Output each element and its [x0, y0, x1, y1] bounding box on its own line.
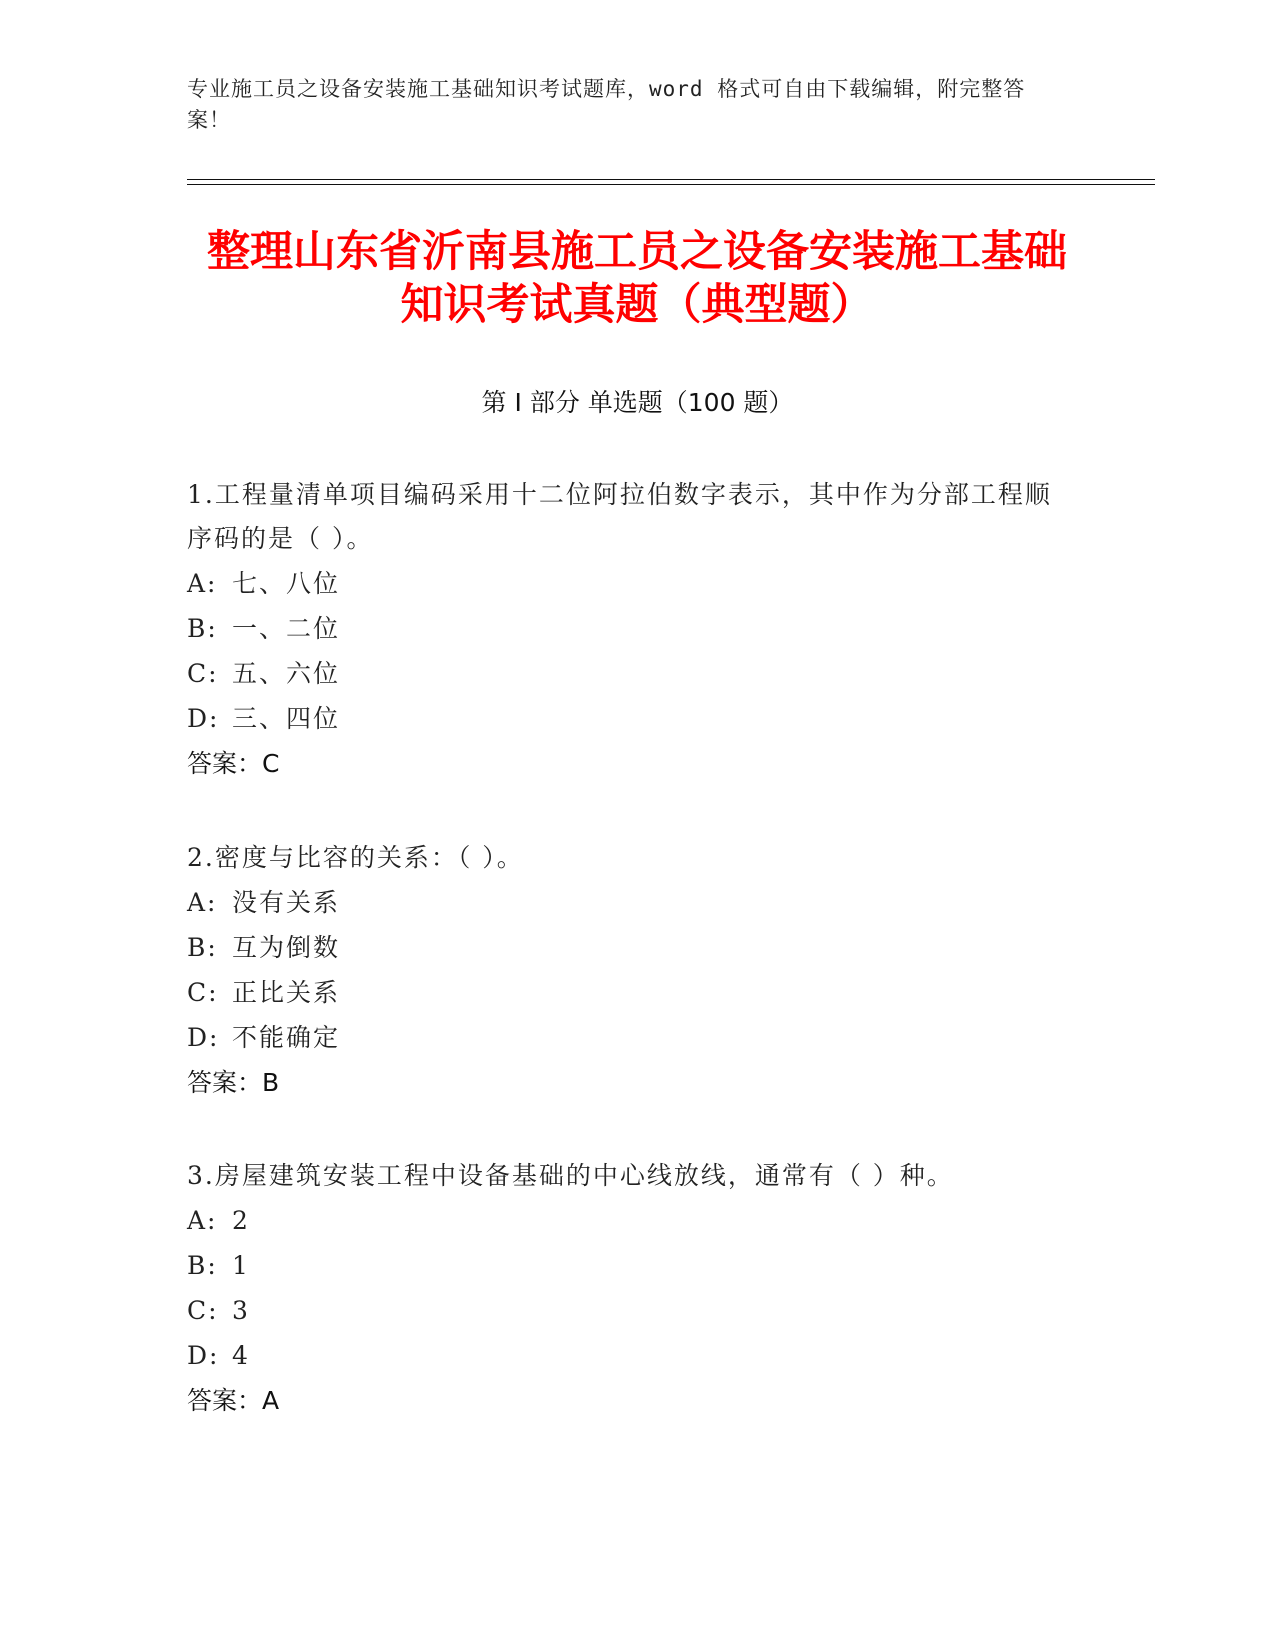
- option-text: 3: [232, 1296, 250, 1325]
- option-letter: A:: [187, 569, 218, 598]
- option-text: 三、四位: [232, 704, 341, 733]
- header-divider-top: [187, 179, 1155, 180]
- option-text: 正比关系: [232, 978, 341, 1007]
- option-text: 2: [232, 1206, 250, 1235]
- option-letter: C:: [187, 659, 219, 688]
- option-text: 七、八位: [232, 569, 341, 598]
- option-a: [187, 561, 1067, 606]
- document-title: 整理山东省沂南县施工员之设备安装施工基础知识考试真题（典型题）: [207, 227, 1067, 330]
- option-b: [187, 1243, 1067, 1288]
- answer: 答案：B: [187, 1068, 280, 1097]
- question-2: [187, 836, 1067, 1105]
- option-letter: D:: [187, 1023, 220, 1052]
- option-a: [187, 880, 1067, 925]
- option-text: 一、二位: [232, 614, 341, 643]
- option-d: [187, 1015, 1067, 1060]
- question-stem: 2.密度与比容的关系：（ ）。: [187, 843, 524, 872]
- question-1: [187, 473, 1067, 786]
- option-c: [187, 970, 1067, 1015]
- question-3: [187, 1154, 1067, 1423]
- option-text: 没有关系: [232, 888, 341, 917]
- option-letter: C:: [187, 978, 219, 1007]
- option-c: [187, 651, 1067, 696]
- option-letter: B:: [187, 933, 218, 962]
- option-b: [187, 925, 1067, 970]
- option-text: 1: [232, 1251, 250, 1280]
- option-text: 4: [232, 1341, 250, 1370]
- option-d: [187, 1333, 1067, 1378]
- option-letter: B:: [187, 614, 218, 643]
- option-letter: A:: [187, 1206, 218, 1235]
- answer: 答案：A: [187, 1386, 280, 1415]
- section-title: 第 I 部分 单选题（100 题）: [481, 388, 794, 417]
- option-text: 互为倒数: [232, 933, 341, 962]
- option-b: [187, 606, 1067, 651]
- option-a: [187, 1198, 1067, 1243]
- question-stem: 3.房屋建筑安装工程中设备基础的中心线放线，通常有（ ）种。: [187, 1161, 954, 1190]
- option-letter: D:: [187, 1341, 220, 1370]
- question-stem: 1.工程量清单项目编码采用十二位阿拉伯数字表示，其中作为分部工程顺序码的是（ ）。: [187, 480, 1052, 553]
- option-letter: A:: [187, 888, 218, 917]
- option-letter: D:: [187, 704, 220, 733]
- option-text: 五、六位: [232, 659, 341, 688]
- option-c: [187, 1288, 1067, 1333]
- option-text: 不能确定: [232, 1023, 341, 1052]
- option-letter: C:: [187, 1296, 219, 1325]
- answer: 答案：C: [187, 749, 280, 778]
- option-d: [187, 696, 1067, 741]
- header-divider-bottom: [187, 184, 1155, 185]
- header-note: 专业施工员之设备安装施工基础知识考试题库，word 格式可自由下载编辑，附完整答案！: [187, 77, 1026, 132]
- option-letter: B:: [187, 1251, 218, 1280]
